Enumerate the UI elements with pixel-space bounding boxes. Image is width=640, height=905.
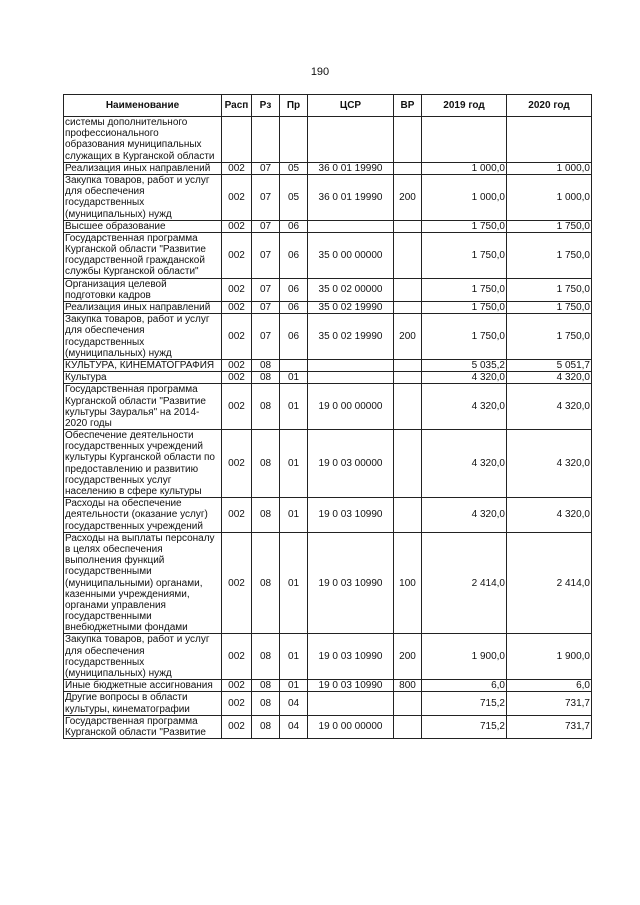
cell-2020: 6,0	[507, 680, 592, 692]
cell-name: Иные бюджетные ассигнования	[64, 680, 222, 692]
table-header-row	[64, 95, 592, 117]
cell-2019: 4 320,0	[422, 430, 507, 498]
cell-rasp: 002	[222, 498, 252, 533]
cell-csr: 35 0 00 00000	[308, 232, 394, 278]
cell-rz: 08	[252, 634, 280, 680]
cell-2019: 6,0	[422, 680, 507, 692]
table-row	[64, 302, 592, 314]
cell-vr: 800	[394, 680, 422, 692]
cell-2020: 4 320,0	[507, 498, 592, 533]
cell-pr: 01	[280, 532, 308, 634]
table-row	[64, 220, 592, 232]
cell-name: Закупка товаров, работ и услуг для обеспечения государственных (муниципальных) нужд	[64, 314, 222, 360]
cell-vr	[394, 430, 422, 498]
cell-csr: 19 0 03 10990	[308, 498, 394, 533]
column-header-csr: ЦСР	[308, 95, 394, 117]
cell-2020: 1 750,0	[507, 302, 592, 314]
cell-vr: 200	[394, 634, 422, 680]
cell-rz: 08	[252, 430, 280, 498]
cell-2020: 4 320,0	[507, 384, 592, 430]
cell-rz: 07	[252, 174, 280, 220]
cell-name: Реализация иных направлений	[64, 302, 222, 314]
cell-rz: 08	[252, 680, 280, 692]
cell-rz: 08	[252, 692, 280, 715]
cell-2019: 1 900,0	[422, 634, 507, 680]
cell-name: Культура	[64, 372, 222, 384]
cell-2020: 1 000,0	[507, 174, 592, 220]
cell-pr: 06	[280, 278, 308, 301]
cell-rasp: 002	[222, 384, 252, 430]
cell-pr	[280, 117, 308, 163]
cell-2019: 1 750,0	[422, 314, 507, 360]
table-row	[64, 634, 592, 680]
cell-2019: 4 320,0	[422, 384, 507, 430]
cell-rasp: 002	[222, 715, 252, 738]
cell-rasp: 002	[222, 162, 252, 174]
table-row	[64, 359, 592, 371]
cell-rz: 07	[252, 232, 280, 278]
cell-rasp: 002	[222, 692, 252, 715]
cell-2020: 1 750,0	[507, 232, 592, 278]
cell-rasp: 002	[222, 359, 252, 371]
cell-2019: 715,2	[422, 692, 507, 715]
cell-pr: 04	[280, 715, 308, 738]
cell-pr: 01	[280, 430, 308, 498]
cell-csr: 19 0 03 10990	[308, 634, 394, 680]
cell-vr	[394, 220, 422, 232]
cell-rz: 08	[252, 372, 280, 384]
table-row	[64, 532, 592, 634]
table-row	[64, 372, 592, 384]
cell-csr: 36 0 01 19990	[308, 174, 394, 220]
cell-2020: 2 414,0	[507, 532, 592, 634]
table-row	[64, 174, 592, 220]
cell-csr: 35 0 02 19990	[308, 302, 394, 314]
cell-rz: 07	[252, 220, 280, 232]
cell-2020: 1 750,0	[507, 220, 592, 232]
cell-csr: 19 0 03 10990	[308, 680, 394, 692]
cell-name: Государственная программа Курганской области "Развитие государственной гражданской службы Курганской области"	[64, 232, 222, 278]
cell-rasp: 002	[222, 532, 252, 634]
cell-vr	[394, 302, 422, 314]
cell-name: Государственная программа Курганской области "Развитие	[64, 715, 222, 738]
column-header-2019: 2019 год	[422, 95, 507, 117]
cell-2019: 4 320,0	[422, 498, 507, 533]
cell-csr: 35 0 02 00000	[308, 278, 394, 301]
table-row	[64, 715, 592, 738]
cell-vr	[394, 715, 422, 738]
cell-vr	[394, 162, 422, 174]
cell-2019	[422, 117, 507, 163]
cell-rz: 07	[252, 302, 280, 314]
cell-name: Организация целевой подготовки кадров	[64, 278, 222, 301]
cell-csr	[308, 220, 394, 232]
cell-rz: 07	[252, 278, 280, 301]
cell-rz: 07	[252, 162, 280, 174]
cell-rz: 07	[252, 314, 280, 360]
cell-vr	[394, 384, 422, 430]
cell-rasp: 002	[222, 232, 252, 278]
cell-name: Государственная программа Курганской области "Развитие культуры Зауралья" на 2014-2020 годы	[64, 384, 222, 430]
cell-pr: 05	[280, 174, 308, 220]
cell-name: Другие вопросы в области культуры, кинематографии	[64, 692, 222, 715]
cell-vr	[394, 359, 422, 371]
cell-rasp: 002	[222, 430, 252, 498]
cell-csr	[308, 359, 394, 371]
column-header-rasp: Расп	[222, 95, 252, 117]
cell-2019: 715,2	[422, 715, 507, 738]
cell-rz	[252, 117, 280, 163]
cell-2020: 4 320,0	[507, 372, 592, 384]
cell-rz: 08	[252, 359, 280, 371]
cell-name: Закупка товаров, работ и услуг для обеспечения государственных (муниципальных) нужд	[64, 174, 222, 220]
page-number: 190	[310, 66, 330, 78]
budget-table	[63, 94, 592, 739]
cell-pr: 06	[280, 302, 308, 314]
cell-csr: 19 0 00 00000	[308, 715, 394, 738]
column-header-name: Наименование	[64, 95, 222, 117]
cell-pr: 05	[280, 162, 308, 174]
cell-pr: 04	[280, 692, 308, 715]
cell-pr: 01	[280, 634, 308, 680]
cell-pr	[280, 359, 308, 371]
column-header-2020: 2020 год	[507, 95, 592, 117]
cell-2019: 1 000,0	[422, 162, 507, 174]
cell-2019: 2 414,0	[422, 532, 507, 634]
cell-2019: 1 000,0	[422, 174, 507, 220]
cell-name: Высшее образование	[64, 220, 222, 232]
cell-rz: 08	[252, 715, 280, 738]
cell-name: Реализация иных направлений	[64, 162, 222, 174]
cell-vr	[394, 278, 422, 301]
cell-name: КУЛЬТУРА, КИНЕМАТОГРАФИЯ	[64, 359, 222, 371]
cell-2019: 1 750,0	[422, 220, 507, 232]
table-row	[64, 430, 592, 498]
table-row	[64, 680, 592, 692]
cell-rz: 08	[252, 532, 280, 634]
cell-csr	[308, 117, 394, 163]
column-header-rz: Рз	[252, 95, 280, 117]
table-row	[64, 162, 592, 174]
cell-2019: 1 750,0	[422, 232, 507, 278]
cell-pr: 06	[280, 232, 308, 278]
cell-2019: 4 320,0	[422, 372, 507, 384]
cell-csr	[308, 692, 394, 715]
cell-csr	[308, 372, 394, 384]
cell-rasp: 002	[222, 278, 252, 301]
cell-2020: 1 750,0	[507, 314, 592, 360]
cell-vr	[394, 498, 422, 533]
cell-2020: 1 900,0	[507, 634, 592, 680]
cell-pr: 01	[280, 680, 308, 692]
cell-2020: 1 000,0	[507, 162, 592, 174]
cell-2020: 731,7	[507, 692, 592, 715]
cell-rasp: 002	[222, 302, 252, 314]
cell-2019: 1 750,0	[422, 302, 507, 314]
cell-2020	[507, 117, 592, 163]
cell-rasp: 002	[222, 220, 252, 232]
cell-pr: 06	[280, 314, 308, 360]
cell-name: системы дополнительного профессионального образования муниципальных служащих в Курганской области	[64, 117, 222, 163]
cell-name: Закупка товаров, работ и услуг для обеспечения государственных (муниципальных) нужд	[64, 634, 222, 680]
cell-csr: 35 0 02 19990	[308, 314, 394, 360]
table-row	[64, 232, 592, 278]
cell-name: Расходы на обеспечение деятельности (оказание услуг) государственных учреждений	[64, 498, 222, 533]
column-header-pr: Пр	[280, 95, 308, 117]
cell-csr: 19 0 00 00000	[308, 384, 394, 430]
cell-pr: 06	[280, 220, 308, 232]
cell-2020: 5 051,7	[507, 359, 592, 371]
cell-2020: 1 750,0	[507, 278, 592, 301]
cell-rasp: 002	[222, 680, 252, 692]
cell-2019: 1 750,0	[422, 278, 507, 301]
cell-2019: 5 035,2	[422, 359, 507, 371]
cell-2020: 4 320,0	[507, 430, 592, 498]
cell-csr: 19 0 03 10990	[308, 532, 394, 634]
cell-csr: 36 0 01 19990	[308, 162, 394, 174]
cell-csr: 19 0 03 00000	[308, 430, 394, 498]
cell-rz: 08	[252, 384, 280, 430]
table-row	[64, 384, 592, 430]
cell-vr	[394, 232, 422, 278]
cell-pr: 01	[280, 498, 308, 533]
cell-rasp: 002	[222, 314, 252, 360]
cell-2020: 731,7	[507, 715, 592, 738]
cell-vr: 200	[394, 174, 422, 220]
cell-vr	[394, 117, 422, 163]
table-body	[64, 117, 592, 739]
cell-rz: 08	[252, 498, 280, 533]
cell-vr: 100	[394, 532, 422, 634]
cell-pr: 01	[280, 372, 308, 384]
cell-vr	[394, 692, 422, 715]
table-row	[64, 498, 592, 533]
cell-rasp	[222, 117, 252, 163]
table-row	[64, 278, 592, 301]
cell-rasp: 002	[222, 372, 252, 384]
cell-vr	[394, 372, 422, 384]
table-row	[64, 692, 592, 715]
cell-vr: 200	[394, 314, 422, 360]
column-header-vr: ВР	[394, 95, 422, 117]
table-row	[64, 117, 592, 163]
cell-name: Расходы на выплаты персоналу в целях обеспечения выполнения функций государственными (муниципальными) органами, казенными учреждениями, органами управления государственными внебюджетными фондами	[64, 532, 222, 634]
table-row	[64, 314, 592, 360]
cell-pr: 01	[280, 384, 308, 430]
cell-name: Обеспечение деятельности государственных учреждений культуры Курганской области по предоставлению и развитию государственных услуг населению в сфере культуры	[64, 430, 222, 498]
cell-rasp: 002	[222, 634, 252, 680]
cell-rasp: 002	[222, 174, 252, 220]
